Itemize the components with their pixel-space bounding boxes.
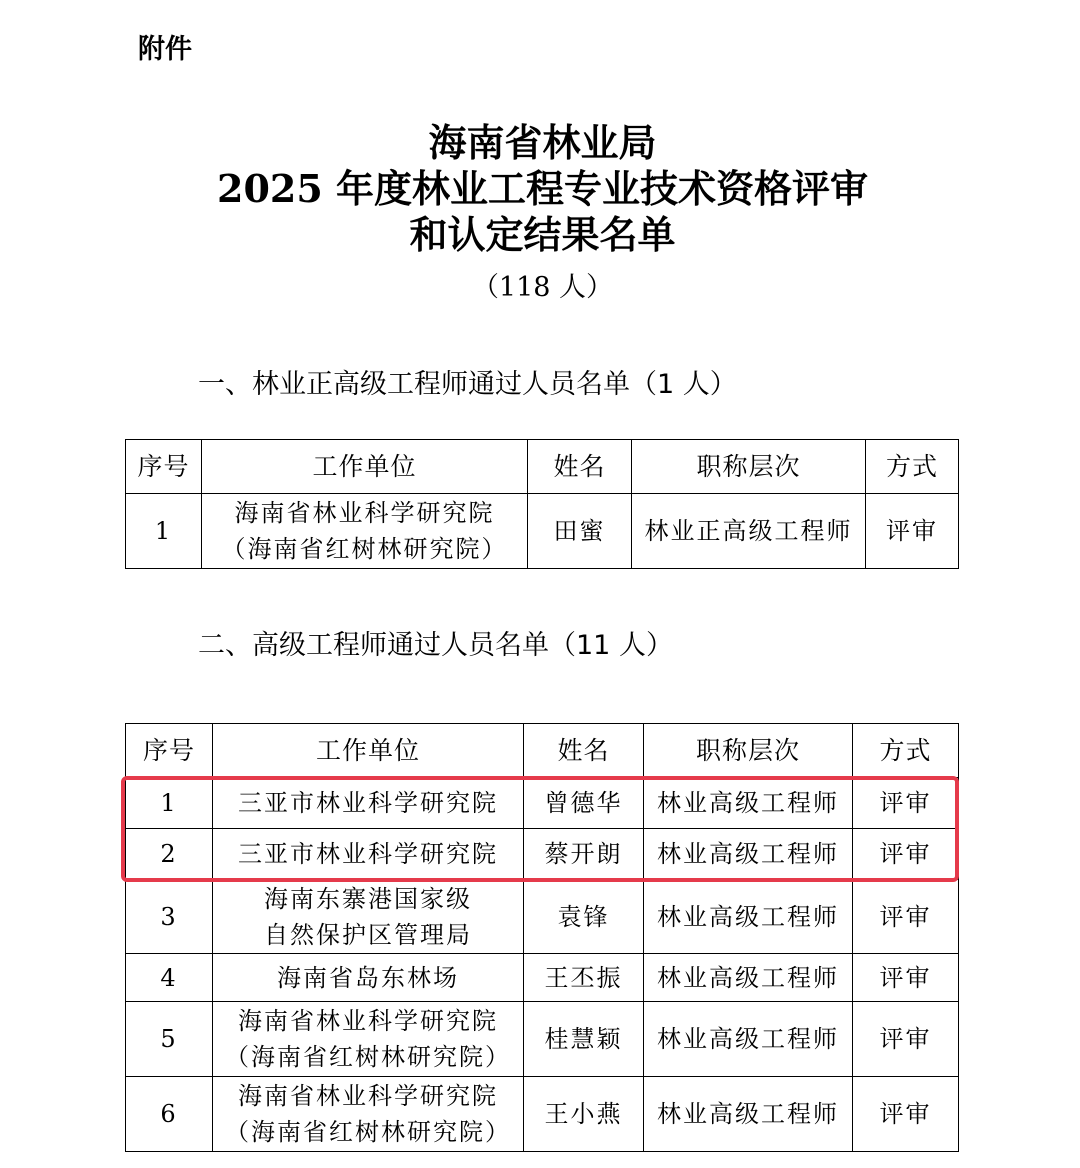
column-header-method: 方式 — [853, 724, 959, 778]
column-header-name: 姓名 — [524, 724, 644, 778]
row-number: 1 — [126, 778, 213, 829]
column-header-no: 序号 — [126, 440, 202, 494]
work-unit — [213, 1002, 524, 1077]
person-name: 袁锋 — [524, 880, 644, 954]
evaluation-method: 评审 — [853, 880, 959, 954]
title-level: 林业高级工程师 — [644, 829, 853, 880]
work-unit — [213, 1077, 524, 1152]
column-header-no: 序号 — [126, 724, 213, 778]
work-unit: 三亚市林业科学研究院 — [213, 778, 524, 829]
person-name: 王丕振 — [524, 954, 644, 1002]
work-unit: 海南省岛东林场 — [213, 954, 524, 1002]
row-number: 2 — [126, 829, 213, 880]
title-level: 林业高级工程师 — [644, 778, 853, 829]
attachment-label: 附件 — [138, 34, 192, 65]
row-number: 3 — [126, 880, 213, 954]
engineer-table — [125, 723, 959, 1152]
column-header-name: 姓名 — [528, 440, 632, 494]
senior-engineer-table — [125, 439, 959, 569]
row-number: 6 — [126, 1077, 213, 1152]
person-name: 桂慧颖 — [524, 1002, 644, 1077]
work-unit-line1: 海南东寨港国家级 — [264, 884, 472, 913]
table-row — [126, 494, 959, 569]
work-unit-line1: 海南省林业科学研究院 — [238, 1082, 498, 1110]
table-header-row — [126, 440, 959, 494]
person-name: 田蜜 — [528, 494, 632, 569]
total-count: （118 人） — [471, 272, 614, 303]
person-name: 蔡开朗 — [524, 829, 644, 880]
evaluation-method: 评审 — [853, 829, 959, 880]
title-level: 林业高级工程师 — [644, 880, 853, 954]
work-unit-line2: （海南省红树林研究院） — [225, 1118, 511, 1146]
column-header-level: 职称层次 — [632, 440, 866, 494]
row-number: 1 — [126, 494, 202, 569]
title-level: 林业高级工程师 — [644, 1002, 853, 1077]
work-unit-line1: 海南省林业科学研究院 — [238, 1007, 498, 1035]
column-header-method: 方式 — [866, 440, 959, 494]
table-row — [126, 880, 959, 954]
person-name: 王小燕 — [524, 1077, 644, 1152]
table-row — [126, 829, 959, 880]
title-level: 林业高级工程师 — [644, 954, 853, 1002]
table-row — [126, 778, 959, 829]
work-unit-line1: 海南省林业科学研究院 — [234, 499, 495, 527]
document-title-line1: 海南省林业局 — [428, 120, 657, 165]
evaluation-method: 评审 — [853, 1077, 959, 1152]
work-unit-line2: （海南省红树林研究院） — [225, 1043, 511, 1071]
document-title-line2: 2025 年度林业工程专业技术资格评审 — [217, 166, 868, 211]
evaluation-method: 评审 — [853, 778, 959, 829]
work-unit-line2: 自然保护区管理局 — [264, 920, 472, 949]
section1-heading: 一、林业正高级工程师通过人员名单（1 人） — [198, 369, 737, 400]
column-header-unit: 工作单位 — [213, 724, 524, 778]
work-unit-line2: （海南省红树林研究院） — [221, 535, 508, 563]
table-row — [126, 1002, 959, 1077]
evaluation-method: 评审 — [853, 954, 959, 1002]
evaluation-method: 评审 — [853, 1002, 959, 1077]
table-row — [126, 1077, 959, 1152]
evaluation-method: 评审 — [866, 494, 959, 569]
work-unit — [213, 880, 524, 954]
column-header-unit: 工作单位 — [202, 440, 528, 494]
table-row — [126, 954, 959, 1002]
table-header-row — [126, 724, 959, 778]
row-number: 5 — [126, 1002, 213, 1077]
work-unit: 三亚市林业科学研究院 — [213, 829, 524, 880]
document-title-line3: 和认定结果名单 — [409, 212, 676, 257]
section2-heading: 二、高级工程师通过人员名单（11 人） — [198, 630, 673, 661]
person-name: 曾德华 — [524, 778, 644, 829]
row-number: 4 — [126, 954, 213, 1002]
title-level: 林业高级工程师 — [644, 1077, 853, 1152]
title-level: 林业正高级工程师 — [632, 494, 866, 569]
work-unit — [202, 494, 528, 569]
column-header-level: 职称层次 — [644, 724, 853, 778]
